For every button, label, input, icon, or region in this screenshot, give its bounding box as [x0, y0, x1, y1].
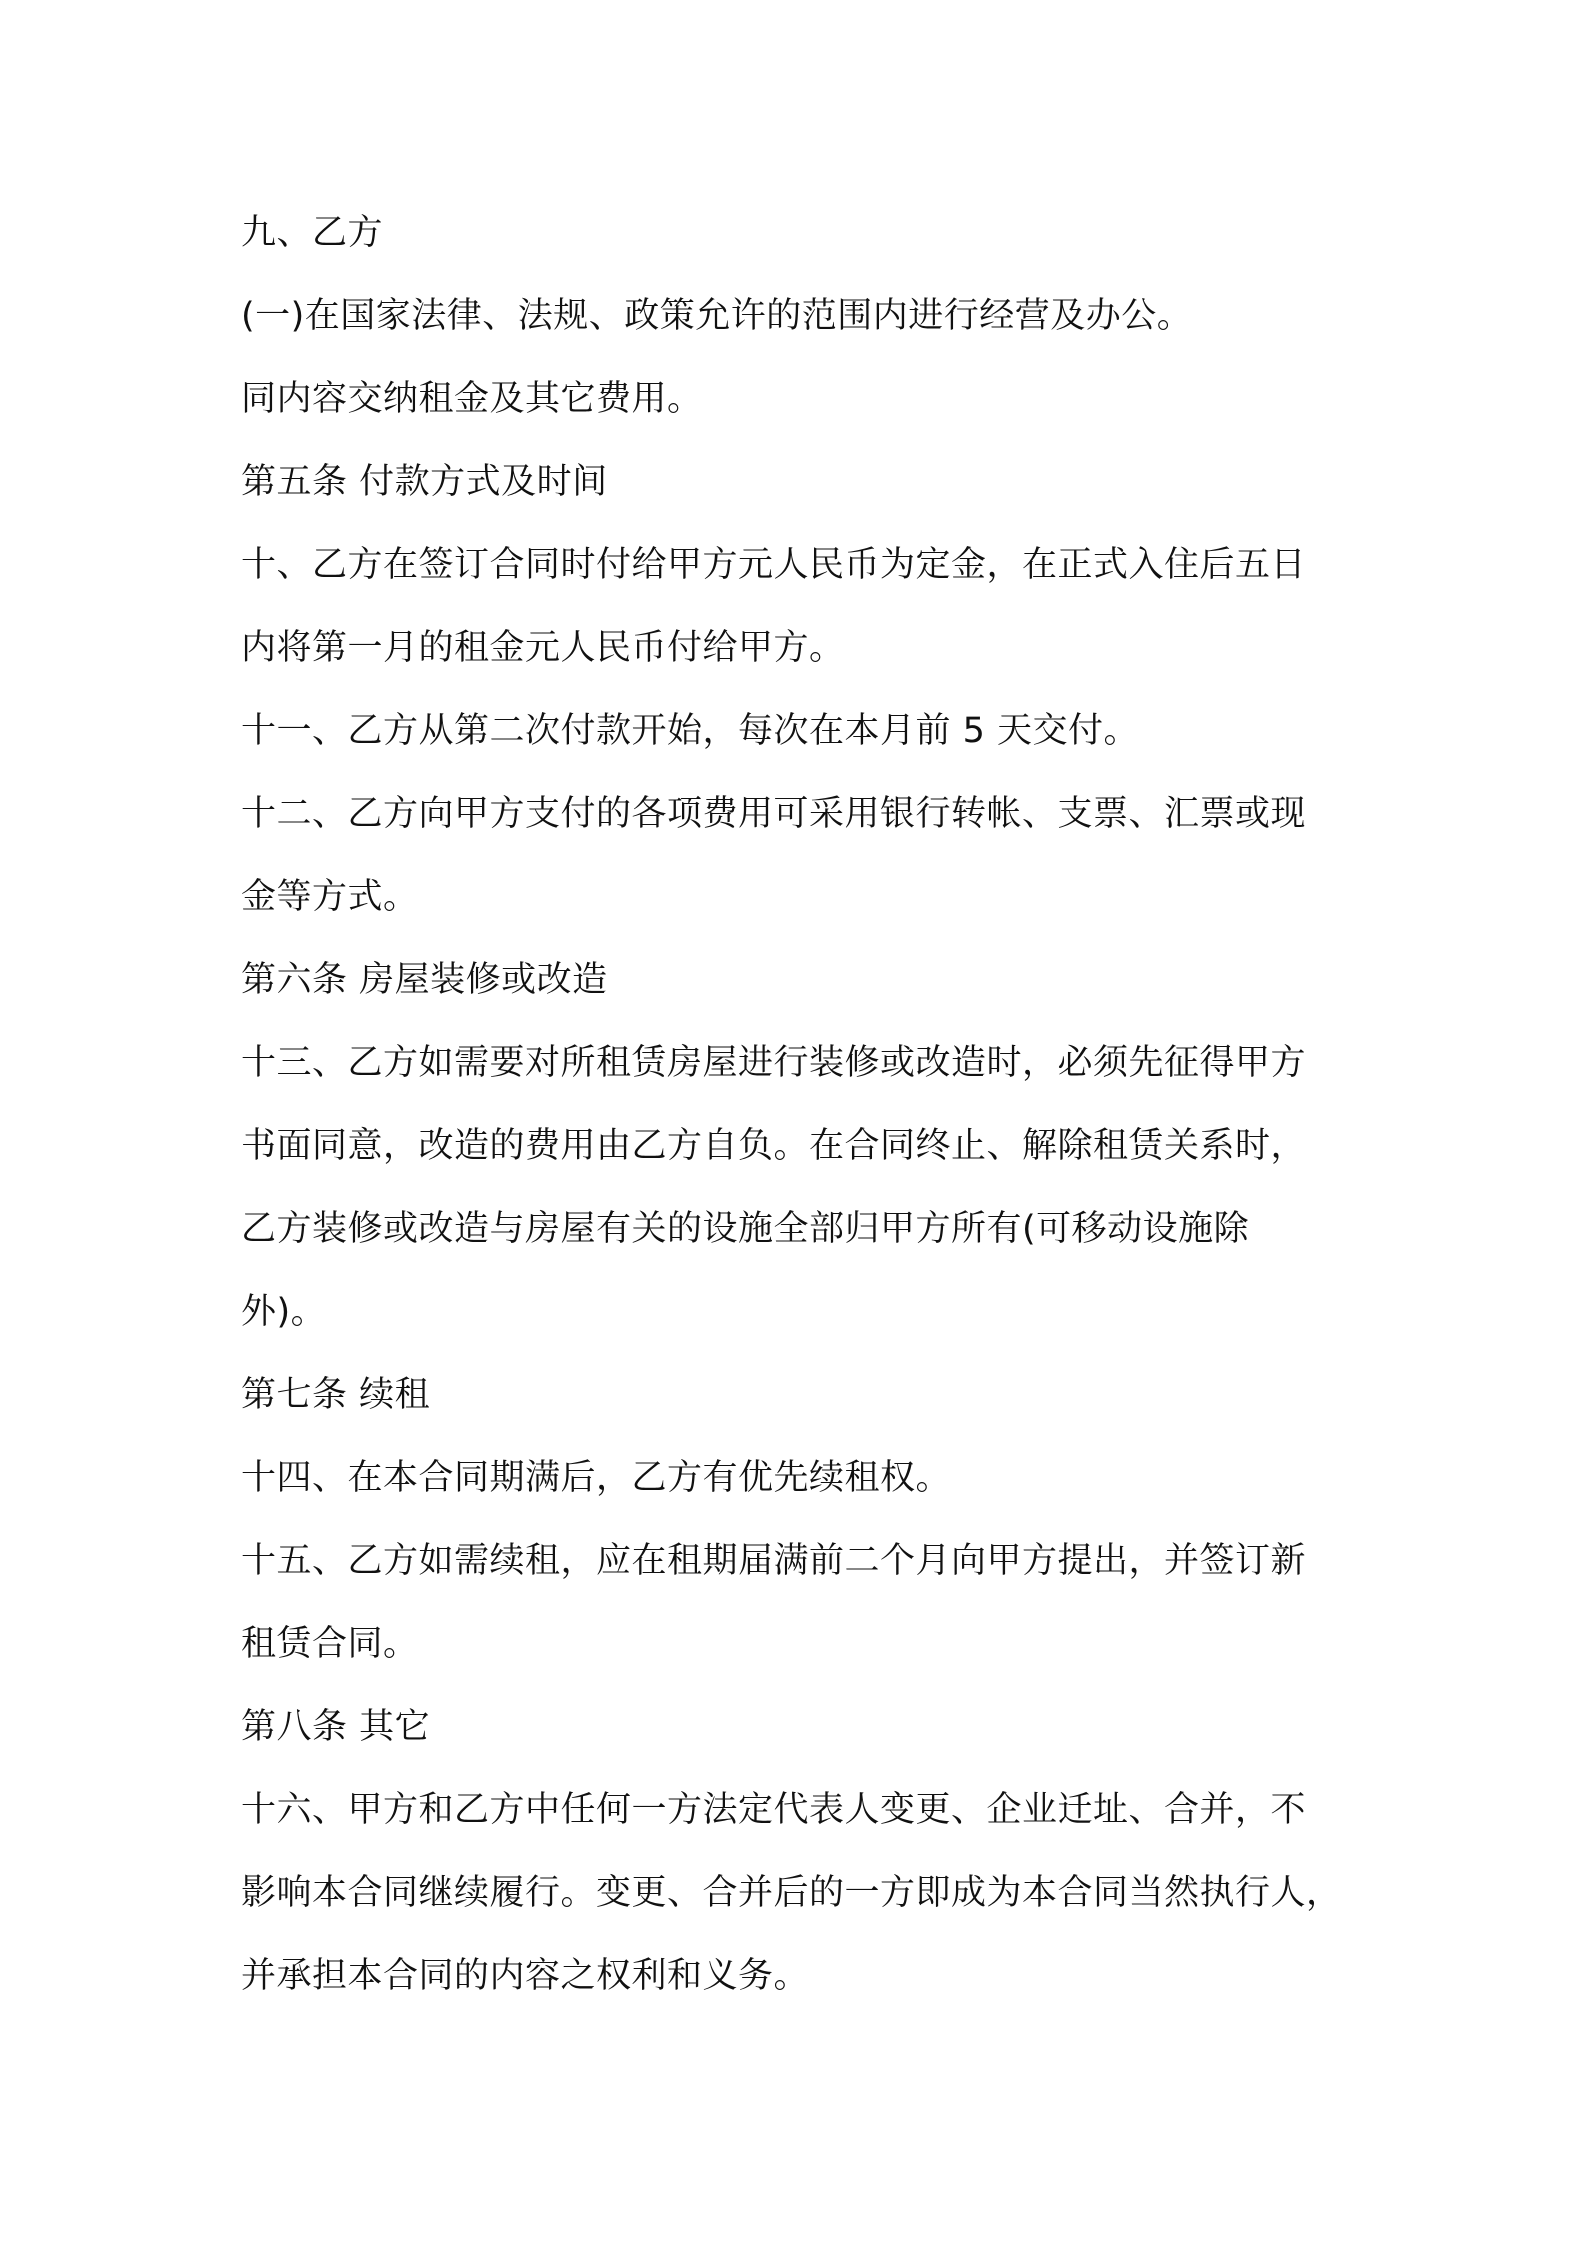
text-line: 同内容交纳租金及其它费用。 [241, 379, 703, 419]
text-line: 乙方装修或改造与房屋有关的设施全部归甲方所有(可移动设施除 [241, 1209, 1250, 1249]
text-line: 内将第一月的租金元人民币付给甲方。 [241, 628, 845, 668]
text-line: 十五、乙方如需续租，应在租期届满前二个月向甲方提出，并签订新 [241, 1541, 1307, 1581]
text-line: 并承担本合同的内容之权利和义务。 [241, 1956, 810, 1996]
text-line: 十三、乙方如需要对所租赁房屋进行装修或改造时，必须先征得甲方 [241, 1043, 1307, 1083]
text-line: 十六、甲方和乙方中任何一方法定代表人变更、企业迁址、合并，不 [241, 1790, 1307, 1830]
text-line: 十、乙方在签订合同时付给甲方元人民币为定金，在正式入住后五日 [241, 545, 1307, 585]
article-heading-7: 第七条 续租 [241, 1375, 431, 1415]
article-heading-5: 第五条 付款方式及时间 [241, 462, 608, 502]
text-line: 十一、乙方从第二次付款开始，每次在本月前 5 天交付。 [241, 711, 1140, 751]
text-line: 金等方式。 [241, 877, 419, 917]
text-line: (一)在国家法律、法规、政策允许的范围内进行经营及办公。 [241, 296, 1193, 336]
text-line: 书面同意，改造的费用由乙方自负。在合同终止、解除租赁关系时， [241, 1126, 1307, 1166]
text-line: 十二、乙方向甲方支付的各项费用可采用银行转帐、支票、汇票或现 [241, 794, 1307, 834]
article-heading-8: 第八条 其它 [241, 1707, 431, 1747]
clause-heading-nine: 九、乙方 [241, 213, 384, 253]
text-line: 十四、在本合同期满后，乙方有优先续租权。 [241, 1458, 952, 1498]
text-line: 影响本合同继续履行。变更、合并后的一方即成为本合同当然执行人， [241, 1873, 1342, 1913]
document-body [241, 192, 1361, 2018]
text-line: 租赁合同。 [241, 1624, 419, 1664]
text-line: 外)。 [241, 1292, 327, 1332]
article-heading-6: 第六条 房屋装修或改造 [241, 960, 608, 1000]
